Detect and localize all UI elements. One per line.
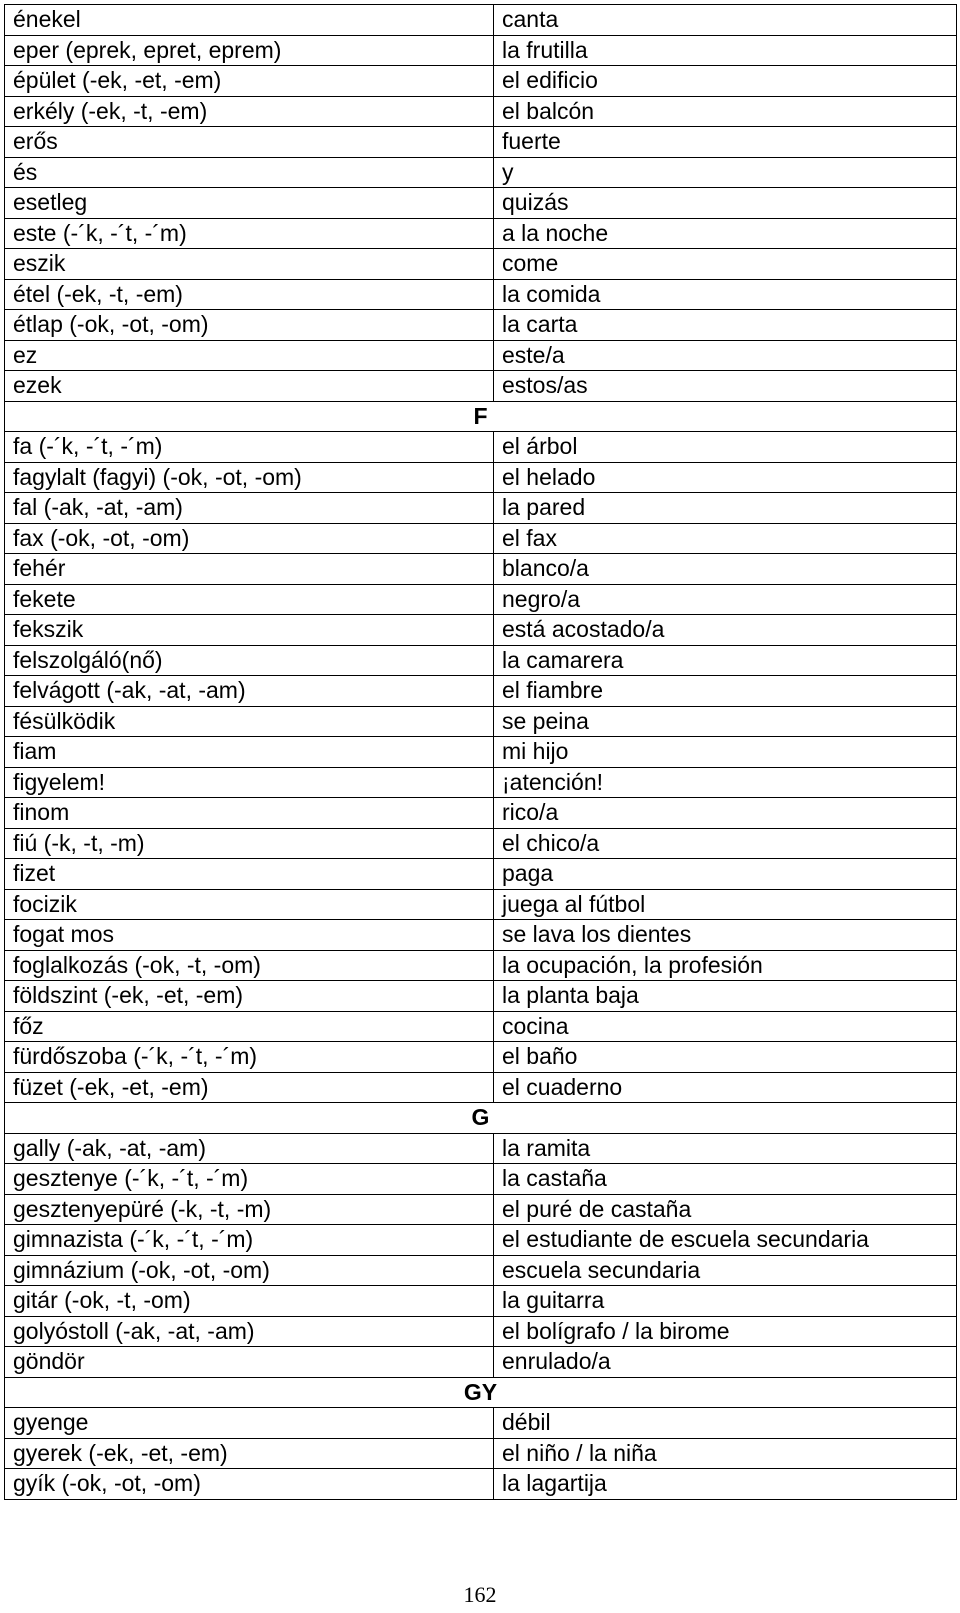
section-letter: GY: [5, 1377, 957, 1408]
vocabulary-row: [5, 1408, 957, 1439]
vocabulary-row: [5, 493, 957, 524]
vocabulary-row: [5, 1225, 957, 1256]
vocabulary-row: [5, 340, 957, 371]
hungarian-term: gimnazista (-´k, -´t, -´m): [5, 1225, 494, 1256]
spanish-translation: débil: [494, 1408, 957, 1439]
spanish-translation: el bolígrafo / la birome: [494, 1316, 957, 1347]
vocabulary-row: [5, 1011, 957, 1042]
spanish-translation: la lagartija: [494, 1469, 957, 1500]
hungarian-term: énekel: [5, 5, 494, 36]
hungarian-term: focizik: [5, 889, 494, 920]
spanish-translation: el niño / la niña: [494, 1438, 957, 1469]
hungarian-term: fürdőszoba (-´k, -´t, -´m): [5, 1042, 494, 1073]
vocabulary-row: [5, 462, 957, 493]
spanish-translation: la planta baja: [494, 981, 957, 1012]
spanish-translation: come: [494, 249, 957, 280]
hungarian-term: ez: [5, 340, 494, 371]
vocabulary-row: [5, 1042, 957, 1073]
spanish-translation: el estudiante de escuela secundaria: [494, 1225, 957, 1256]
vocabulary-row: [5, 371, 957, 402]
spanish-translation: el chico/a: [494, 828, 957, 859]
hungarian-term: földszint (-ek, -et, -em): [5, 981, 494, 1012]
hungarian-term: finom: [5, 798, 494, 829]
hungarian-term: gyenge: [5, 1408, 494, 1439]
hungarian-term: foglalkozás (-ok, -t, -om): [5, 950, 494, 981]
vocabulary-row: [5, 249, 957, 280]
hungarian-term: fekszik: [5, 615, 494, 646]
hungarian-term: épület (-ek, -et, -em): [5, 66, 494, 97]
vocabulary-row: [5, 157, 957, 188]
page-number: 162: [463, 1582, 497, 1607]
spanish-translation: canta: [494, 5, 957, 36]
spanish-translation: la ramita: [494, 1133, 957, 1164]
vocabulary-row: [5, 1255, 957, 1286]
spanish-translation: la guitarra: [494, 1286, 957, 1317]
spanish-translation: rico/a: [494, 798, 957, 829]
spanish-translation: la frutilla: [494, 35, 957, 66]
vocabulary-table: [4, 4, 957, 1500]
spanish-translation: cocina: [494, 1011, 957, 1042]
spanish-translation: el árbol: [494, 432, 957, 463]
spanish-translation: escuela secundaria: [494, 1255, 957, 1286]
spanish-translation: negro/a: [494, 584, 957, 615]
spanish-translation: la castaña: [494, 1164, 957, 1195]
hungarian-term: figyelem!: [5, 767, 494, 798]
vocabulary-row: [5, 1347, 957, 1378]
vocabulary-row: [5, 615, 957, 646]
hungarian-term: étel (-ek, -t, -em): [5, 279, 494, 310]
vocabulary-row: [5, 1438, 957, 1469]
hungarian-term: eper (eprek, epret, eprem): [5, 35, 494, 66]
hungarian-term: felvágott (-ak, -at, -am): [5, 676, 494, 707]
hungarian-term: fagylalt (fagyi) (-ok, -ot, -om): [5, 462, 494, 493]
vocabulary-row: [5, 1072, 957, 1103]
vocabulary-row: [5, 1316, 957, 1347]
spanish-translation: está acostado/a: [494, 615, 957, 646]
hungarian-term: fal (-ak, -at, -am): [5, 493, 494, 524]
hungarian-term: gesztenye (-´k, -´t, -´m): [5, 1164, 494, 1195]
vocabulary-row: [5, 889, 957, 920]
spanish-translation: el puré de castaña: [494, 1194, 957, 1225]
spanish-translation: la pared: [494, 493, 957, 524]
vocabulary-row: [5, 310, 957, 341]
spanish-translation: el fax: [494, 523, 957, 554]
hungarian-term: fax (-ok, -ot, -om): [5, 523, 494, 554]
spanish-translation: el cuaderno: [494, 1072, 957, 1103]
spanish-translation: la camarera: [494, 645, 957, 676]
spanish-translation: el fiambre: [494, 676, 957, 707]
spanish-translation: el baño: [494, 1042, 957, 1073]
vocabulary-row: [5, 676, 957, 707]
vocabulary-row: [5, 645, 957, 676]
vocabulary-row: [5, 66, 957, 97]
spanish-translation: el edificio: [494, 66, 957, 97]
hungarian-term: esetleg: [5, 188, 494, 219]
spanish-translation: este/a: [494, 340, 957, 371]
hungarian-term: fiam: [5, 737, 494, 768]
hungarian-term: fésülködik: [5, 706, 494, 737]
vocabulary-row: [5, 1194, 957, 1225]
vocabulary-row: [5, 279, 957, 310]
hungarian-term: étlap (-ok, -ot, -om): [5, 310, 494, 341]
hungarian-term: gyerek (-ek, -et, -em): [5, 1438, 494, 1469]
hungarian-term: erős: [5, 127, 494, 158]
hungarian-term: gesztenyepüré (-k, -t, -m): [5, 1194, 494, 1225]
hungarian-term: főz: [5, 1011, 494, 1042]
vocabulary-row: [5, 1469, 957, 1500]
hungarian-term: fa (-´k, -´t, -´m): [5, 432, 494, 463]
vocabulary-row: [5, 981, 957, 1012]
vocabulary-row: [5, 1286, 957, 1317]
hungarian-term: gyík (-ok, -ot, -om): [5, 1469, 494, 1500]
hungarian-term: fekete: [5, 584, 494, 615]
hungarian-term: ezek: [5, 371, 494, 402]
vocabulary-row: [5, 5, 957, 36]
hungarian-term: erkély (-ek, -t, -em): [5, 96, 494, 127]
vocabulary-row: [5, 920, 957, 951]
hungarian-term: este (-´k, -´t, -´m): [5, 218, 494, 249]
spanish-translation: se peina: [494, 706, 957, 737]
vocabulary-row: [5, 828, 957, 859]
spanish-translation: el helado: [494, 462, 957, 493]
vocabulary-row: [5, 523, 957, 554]
spanish-translation: a la noche: [494, 218, 957, 249]
spanish-translation: quizás: [494, 188, 957, 219]
spanish-translation: mi hijo: [494, 737, 957, 768]
vocabulary-table-body: [5, 5, 957, 1500]
vocabulary-row: [5, 35, 957, 66]
spanish-translation: y: [494, 157, 957, 188]
vocabulary-row: [5, 859, 957, 890]
hungarian-term: göndör: [5, 1347, 494, 1378]
vocabulary-row: [5, 218, 957, 249]
spanish-translation: ¡atención!: [494, 767, 957, 798]
hungarian-term: felszolgáló(nő): [5, 645, 494, 676]
vocabulary-row: [5, 584, 957, 615]
spanish-translation: blanco/a: [494, 554, 957, 585]
vocabulary-row: [5, 706, 957, 737]
vocabulary-row: [5, 737, 957, 768]
section-letter: G: [5, 1103, 957, 1134]
section-letter: F: [5, 401, 957, 432]
spanish-translation: se lava los dientes: [494, 920, 957, 951]
section-header-row: [5, 1103, 957, 1134]
hungarian-term: gally (-ak, -at, -am): [5, 1133, 494, 1164]
section-header-row: [5, 1377, 957, 1408]
hungarian-term: fizet: [5, 859, 494, 890]
hungarian-term: füzet (-ek, -et, -em): [5, 1072, 494, 1103]
vocabulary-row: [5, 127, 957, 158]
section-header-row: [5, 401, 957, 432]
vocabulary-row: [5, 554, 957, 585]
vocabulary-row: [5, 798, 957, 829]
vocabulary-row: [5, 188, 957, 219]
vocabulary-row: [5, 767, 957, 798]
spanish-translation: fuerte: [494, 127, 957, 158]
spanish-translation: la comida: [494, 279, 957, 310]
spanish-translation: la ocupación, la profesión: [494, 950, 957, 981]
spanish-translation: paga: [494, 859, 957, 890]
spanish-translation: la carta: [494, 310, 957, 341]
hungarian-term: gitár (-ok, -t, -om): [5, 1286, 494, 1317]
vocabulary-row: [5, 1164, 957, 1195]
hungarian-term: eszik: [5, 249, 494, 280]
vocabulary-row: [5, 950, 957, 981]
vocabulary-row: [5, 432, 957, 463]
spanish-translation: el balcón: [494, 96, 957, 127]
hungarian-term: fogat mos: [5, 920, 494, 951]
hungarian-term: fehér: [5, 554, 494, 585]
hungarian-term: gimnázium (-ok, -ot, -om): [5, 1255, 494, 1286]
vocabulary-row: [5, 96, 957, 127]
hungarian-term: fiú (-k, -t, -m): [5, 828, 494, 859]
spanish-translation: juega al fútbol: [494, 889, 957, 920]
hungarian-term: és: [5, 157, 494, 188]
spanish-translation: enrulado/a: [494, 1347, 957, 1378]
vocabulary-row: [5, 1133, 957, 1164]
hungarian-term: golyóstoll (-ak, -at, -am): [5, 1316, 494, 1347]
spanish-translation: estos/as: [494, 371, 957, 402]
